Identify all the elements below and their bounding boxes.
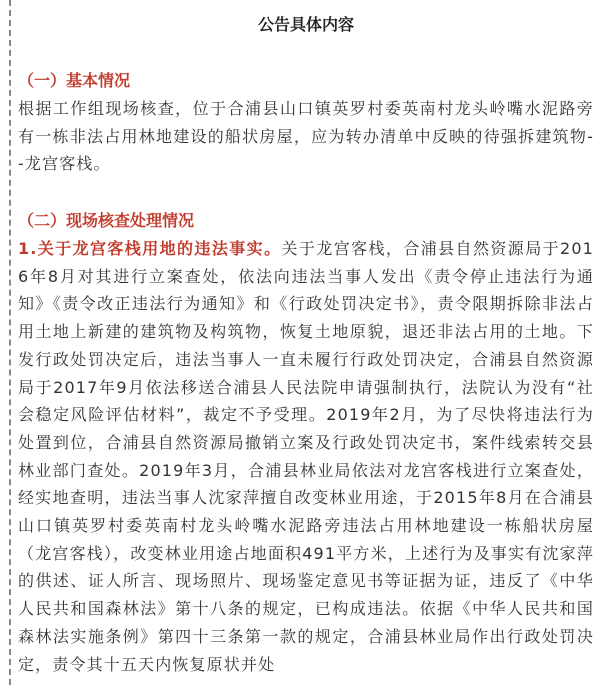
paragraph-lead: 1.关于龙宫客栈用地的违法事实。 xyxy=(18,239,282,258)
page-title: 公告具体内容 xyxy=(257,15,354,34)
section-body-basic-info: 根据工作组现场核查，位于合浦县山口镇英罗村委英南村龙头岭嘴水泥路旁有一栋非法占用林地建设的船状房屋，应为转办清单中反映的待强拆建筑物--龙宫客栈。 xyxy=(18,99,594,174)
paragraph-text: 关于龙宫客栈，合浦县自然资源局于2016年8月对其进行立案查处，依法向违法当事人发出《责令停止违法行为通知》《责令改正违法行为通知》和《行政处罚决定书》，责令限期拆除非法占用土地上新建的建筑物及构筑物，恢复土地原貌，退还非法占用的土地。下发行政处罚决定后，违法当事人一直未履行行政处罚决定，合浦县自然资源局于2017年9月依法移送合浦县人民法院申请强制执行，法院认为没有“社会稳定风险评估材料”，裁定不予受理。2019年2月，为了尽快将违法行为处置到位，合浦县自然资源局撤销立案及行政处罚决定书，案件线索转交县林业部门查处。2019年3月，合浦县林业局依法对龙宫客栈进行立案查处，经实地查明，违法当事人沈家萍擅自改变林业用途，于2015年8月在合浦县山口镇英罗村委英南村龙头岭嘴水泥路旁违法占用林地建设一栋船状房屋（龙宫客栈），改变林业用途占地面积491平方米，上述行为及事实有沈家萍的供述、证人所言、现场照片、现场鉴定意见书等证据为证，违反了《中华人民共和国森林法》第十八条的规定，已构成违法。依据《中华人民共和国森林法实施条例》第四十三条第一款的规定，合浦县林业局作出行政处罚决定，责令其十五天内恢复原状并处 xyxy=(18,239,594,674)
section-body-inspection xyxy=(18,235,594,678)
section-heading-basic-info: （一）基本情况 xyxy=(18,71,131,90)
section-heading-inspection: （二）现场核查处理情况 xyxy=(18,211,195,230)
